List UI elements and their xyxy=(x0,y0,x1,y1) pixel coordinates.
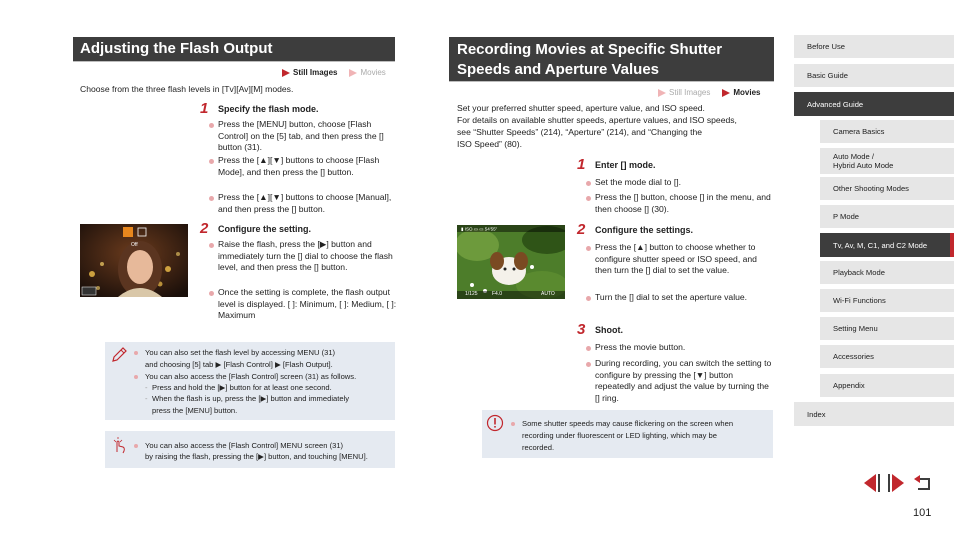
sidebar-item-accessories[interactable]: Accessories xyxy=(820,345,954,368)
step-title: Enter [] mode. xyxy=(595,160,656,170)
step-bullet: Raise the flash, press the [▶] button and immediately turn the [] dial to choose the flash level, and then press the [] button. xyxy=(209,239,397,274)
sidebar-item-appendix[interactable]: Appendix xyxy=(820,374,954,397)
divider xyxy=(73,61,395,62)
step-number: 2 xyxy=(577,221,586,238)
sidebar-item-before-use[interactable]: Before Use xyxy=(794,35,954,58)
step-number: 1 xyxy=(200,100,209,117)
intro-text: Choose from the three flash levels in [Tv][Av][M] modes. xyxy=(80,84,294,94)
caution-text: Some shutter speeds may cause flickering on the screen when xyxy=(511,418,733,429)
page-number: 101 xyxy=(913,507,932,519)
caution-text: recorded. xyxy=(522,443,555,452)
sidebar-item-playback-mode[interactable]: Playback Mode xyxy=(820,261,954,284)
step-bullet: Press the [▲][▼] buttons to choose [Manual], and then press the [] button. xyxy=(209,192,397,215)
note-text: You can also access the [Flash Control] screen (31) as follows. xyxy=(134,371,356,382)
next-page-icon[interactable] xyxy=(886,472,908,494)
note-text: by raising the flash, pressing the [▶] button, and touching [MENU]. xyxy=(145,452,368,461)
step-bullet: Press the movie button. xyxy=(586,342,774,354)
sidebar-item-camera-basics[interactable]: Camera Basics xyxy=(820,120,954,143)
step-title: Configure the setting. xyxy=(218,224,311,234)
intro-line: see “Shutter Speeds” (214), “Aperture” (214), and “Changing the xyxy=(457,127,703,137)
sidebar-item-basic-guide[interactable]: Basic Guide xyxy=(794,64,954,87)
sidebar-item-tv-av-m-c1-c2-mode[interactable]: Tv, Av, M, C1, and C2 Mode xyxy=(820,233,954,257)
section-title-movies: Recording Movies at Specific Shutter Speeds and Aperture Values xyxy=(449,37,774,81)
svg-text:▮ ISO ▭ ▭ 54'55": ▮ ISO ▭ ▭ 54'55" xyxy=(461,226,498,232)
note-text: - Press and hold the [▶] button for at least one second. xyxy=(145,382,332,393)
step-title: Configure the settings. xyxy=(595,225,694,235)
step-bullet: Once the setting is complete, the flash output level is displayed. [ ]: Minimum, [ ]: Medium, [ ]: Maximum xyxy=(209,287,397,322)
sidebar-item-advanced-guide[interactable]: Advanced Guide xyxy=(794,92,954,116)
screen-shutter-value: 1/125 xyxy=(465,291,478,297)
step-number: 3 xyxy=(577,321,586,338)
screen-iso-value: AUTO xyxy=(541,291,555,297)
note-text: You can also access the [Flash Control] MENU screen (31) xyxy=(134,440,343,451)
step-bullet: Press the [▲][▼] buttons to choose [Flash Mode], and then press the [] button. xyxy=(209,155,397,178)
step-number: 2 xyxy=(200,220,209,237)
step-title: Shoot. xyxy=(595,325,623,335)
step-bullet: Press the [MENU] button, choose [Flash Control] on the [5] tab, and then press the [] button (31). xyxy=(209,119,397,154)
sidebar-item-p-mode[interactable]: P Mode xyxy=(820,205,954,228)
sidebar-item-setting-menu[interactable]: Setting Menu xyxy=(820,317,954,340)
return-icon[interactable] xyxy=(912,472,934,494)
step-bullet: During recording, you can switch the setting to configure by pressing the [▼] button repeatedly and adjust the value by turning the [] ring. xyxy=(586,358,774,404)
sidebar-item-auto-mode[interactable]: Auto Mode / Hybrid Auto Mode xyxy=(820,148,954,174)
intro-line: For details on available shutter speeds, aperture values, and ISO speeds, xyxy=(457,115,737,125)
caution-icon xyxy=(486,414,504,432)
svg-text:Off: Off xyxy=(131,242,138,248)
tag-still-images: Still Images xyxy=(282,68,337,77)
step-bullet: Press the [] button, choose [] in the menu, and then choose [] (30). xyxy=(586,192,774,215)
sidebar-item-wifi-functions[interactable]: Wi-Fi Functions xyxy=(820,289,954,312)
note-text: You can also set the flash level by accessing MENU (31) xyxy=(134,347,335,358)
intro-line: ISO Speed” (80). xyxy=(457,139,522,149)
note-text: and choosing [5] tab ▶ [Flash Control] ▶ [Flash Output]. xyxy=(145,360,333,369)
camera-screen-portrait-image xyxy=(80,224,188,297)
previous-page-icon[interactable] xyxy=(860,472,882,494)
caution-text: recording under fluorescent or LED lighting, which may be xyxy=(522,431,718,440)
note-text: press the [MENU] button. xyxy=(152,406,238,415)
mode-tags-left xyxy=(282,68,386,77)
screen-aperture-value: F4.0 xyxy=(492,291,503,297)
divider xyxy=(449,81,774,82)
tag-still-images: Still Images xyxy=(658,88,710,97)
step-title: Specify the flash mode. xyxy=(218,104,319,114)
mode-tags-right xyxy=(658,88,760,97)
note-text: - When the flash is up, press the [▶] button and immediately xyxy=(145,393,349,404)
step-number: 1 xyxy=(577,156,586,173)
pencil-icon xyxy=(110,346,128,364)
camera-screen-dog-image xyxy=(457,225,565,299)
intro-line: Set your preferred shutter speed, aperture value, and ISO speed. xyxy=(457,103,705,113)
section-title-flash-output: Adjusting the Flash Output xyxy=(73,37,395,61)
step-bullet: Set the mode dial to []. xyxy=(586,177,774,189)
tag-movies: Movies xyxy=(722,88,760,97)
step-bullet: Press the [▲] button to choose whether to configure shutter speed or ISO speed, and then turn the [] dial to set the value. xyxy=(586,242,772,277)
step-bullet: Turn the [] dial to set the aperture value. xyxy=(586,292,772,304)
sidebar-item-index[interactable]: Index xyxy=(794,402,954,426)
sidebar-item-other-shooting-modes[interactable]: Other Shooting Modes xyxy=(820,177,954,200)
tag-movies: Movies xyxy=(349,68,385,77)
touch-icon xyxy=(110,436,128,454)
